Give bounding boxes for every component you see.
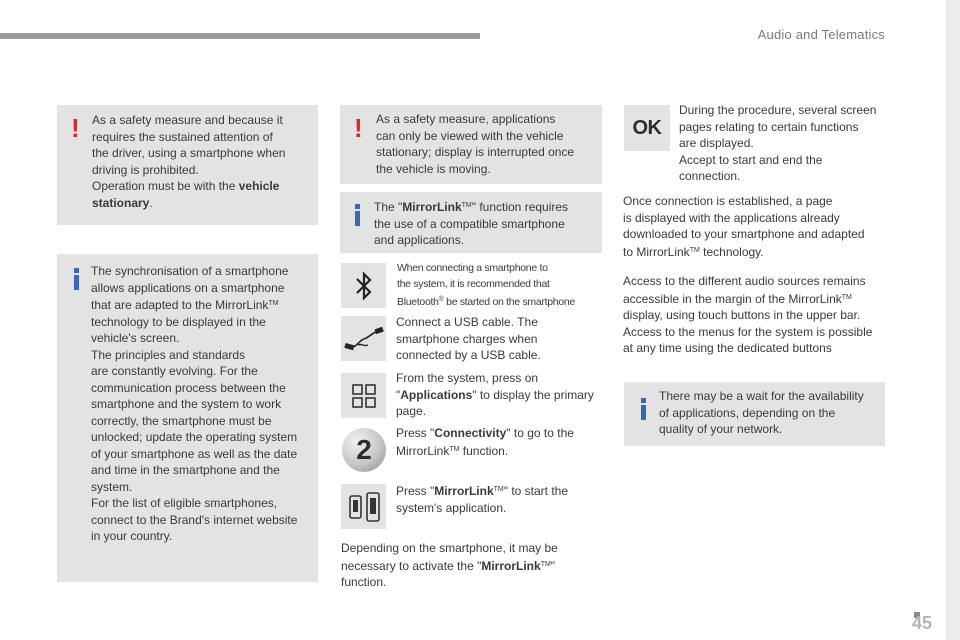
usb-cable-icon-box <box>341 316 386 361</box>
info-icon <box>74 268 79 290</box>
info-icon <box>355 204 360 226</box>
bluetooth-icon-box <box>341 263 386 308</box>
bluetooth-icon <box>353 271 375 301</box>
step-number-label: 2 <box>356 434 372 465</box>
procedure-text: During the procedure, several screen pages relating to certain functions are displayed. Accept to start and end the connection. <box>679 103 877 183</box>
activation-note-text: Depending on the smartphone, it may be necessary to activate the "MirrorLink™" function. <box>341 541 558 589</box>
info-text-network: There may be a wait for the availability of applications, depending on the quality of your network. <box>659 389 864 436</box>
usb-text: Connect a USB cable. The smartphone charges when connected by a USB cable. <box>396 315 541 362</box>
warning-box-stationary <box>340 105 602 184</box>
mirrorlink-text: Press "MirrorLink™" to start the system's application. <box>396 484 569 515</box>
ok-icon: OK <box>632 116 662 139</box>
usb-cable-icon <box>344 325 384 353</box>
ok-icon-box <box>624 105 670 151</box>
info-box-synchronisation <box>57 254 318 582</box>
header-bar <box>0 33 480 39</box>
step-number-badge <box>342 428 386 472</box>
page-header-title: Audio and Telematics <box>757 27 885 42</box>
mirrorlink-icon-box <box>341 484 386 529</box>
info-text-compatible: The "MirrorLink™" function requires the use of a compatible smartphone and applications. <box>374 200 569 247</box>
warning-icon: ! <box>354 113 363 143</box>
warning-box-driving <box>57 105 318 225</box>
warning-text-driving: As a safety measure and because it requires the sustained attention of the driver, using a smartphone when driving is prohibited. Operation must be with the vehicle stationary. <box>92 113 286 210</box>
page-number: 45 <box>911 613 932 633</box>
warning-icon: ! <box>71 113 80 143</box>
info-text-synchronisation: The synchronisation of a smartphone allows applications on a smartphone that are adapted to the MirrorLink™ technology to be displayed in the vehicle's screen. The principles and standards are constantly evolving. For the communication process between the smartphone and the system to work correctly, the smartphone must be unlocked; update the operating system of your smartphone as well as the date and time in the smartphone and the system. For the list of eligible smartphones, connect to the Brand's internet website in your country. <box>91 264 298 543</box>
info-box-compatible <box>340 192 602 253</box>
applications-icon-box <box>341 373 386 418</box>
applications-grid-icon <box>351 383 377 409</box>
connectivity-text: Press "Connectivity" to go to the MirrorLink™ function. <box>396 426 574 458</box>
info-box-network <box>624 382 885 446</box>
mirrorlink-phone-icon <box>347 491 381 523</box>
info-icon <box>641 398 646 420</box>
audio-access-text: Access to the different audio sources remains accessible in the margin of the MirrorLink™ display, using touch buttons in the upper bar. Access to the menus for the system is possible at any time using the dedicated buttons <box>623 274 873 355</box>
warning-text-stationary: As a safety measure, applications can only be viewed with the vehicle stationary; display is interrupted once the vehicle is moving. <box>376 112 575 176</box>
connection-established-text: Once connection is established, a page is displayed with the applications already downloaded to your smartphone and adapted to MirrorLink™ technology. <box>623 194 865 259</box>
right-margin-strip <box>946 0 960 640</box>
bluetooth-text: When connecting a smartphone to the system, it is recommended that Bluetooth® be started on the smartphone <box>397 262 575 308</box>
applications-text: From the system, press on "Applications" to display the primary page. <box>396 371 594 418</box>
